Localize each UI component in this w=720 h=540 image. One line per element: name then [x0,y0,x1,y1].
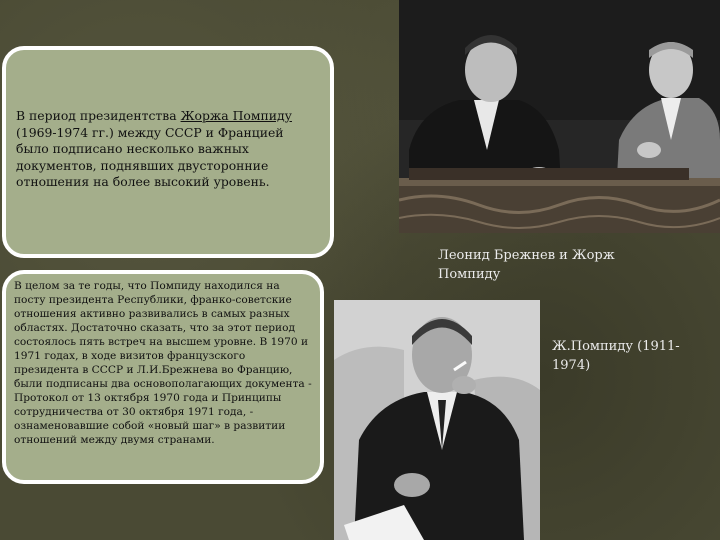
intro-text-box [2,46,334,258]
pompidou-portrait-photo [334,300,540,540]
brezhnev-pompidou-photo [399,0,720,233]
photo1-caption: Леонид Брежнев и Жорж Помпиду [438,248,615,282]
details-text: В целом за те годы, что Помпиду находился на посту президента Республики, франко-советские отношения активно развивались в самых разных областях. Достаточно сказать, что за этот период состоялось пять встреч на высшем уровне. В 1970 и 1971 годах, в ходе визитов французского президента в СССР и Л.И.Брежнева во Францию, были подписаны два основополагающих документа - Протокол от 13 октября 1970 года и Принципы сотрудничества от 30 октября 1971 года, - ознаменовавшие собой «новый шаг» в развитии отношений между двумя странами. [14,280,312,446]
intro-text-end: (1969-1974 гг.) между СССР и Францией было подписано несколько важных документов, поднявших двусторонние отношения на более высокий уровень. [16,124,284,189]
photo2-caption: Ж.Помпиду (1911-1974) [552,339,680,373]
intro-text-start: В период президентства [16,108,181,123]
details-text-box [2,270,324,484]
pompidou-name-underlined: Жоржа Помпиду [180,108,292,123]
